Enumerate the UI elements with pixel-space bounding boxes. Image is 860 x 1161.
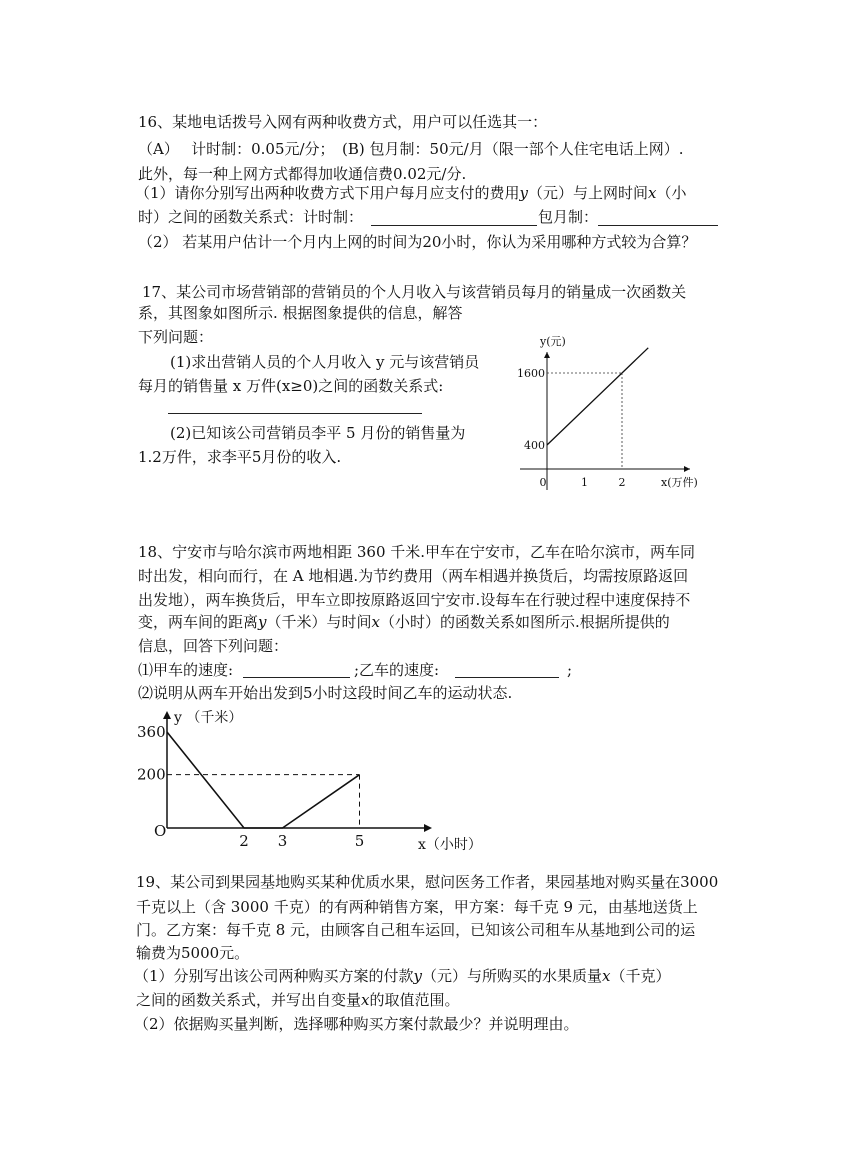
- c1-y-tick-label: 1600: [517, 367, 545, 380]
- c2-y-tick-label: 360: [137, 722, 166, 741]
- q18-line4a: 变，两车间的距离: [138, 613, 259, 631]
- q19-line5c: （千克）: [610, 967, 671, 985]
- q18-line5: 信息，回答下列问题：: [138, 637, 289, 655]
- var-x: x: [602, 967, 611, 985]
- c2-x-tick-label: 5: [354, 832, 365, 850]
- q19-line5: [134, 966, 671, 986]
- q19-line7: （2）依据购买量判断，选择哪种购买方案付款最少？并说明理由。: [134, 1015, 579, 1033]
- q16-title: 16、某地电话拨号入网有两种收费方式，用户可以任选其一：: [138, 113, 548, 131]
- var-y: y: [413, 967, 423, 985]
- c1-y-tick-label: 400: [524, 439, 545, 452]
- q19-line3: 门。乙方案：每千克 8 元，由顾客自己租车运回，已知该公司租车从基地到公司的运: [136, 921, 696, 939]
- q16-part1-e: 包月制：: [538, 208, 599, 226]
- q19-line1: 19、某公司到果园基地购买某种优质水果，慰问医务工作者，果园基地对购买量在3000: [136, 873, 719, 891]
- c2-y-tick-label: 200: [137, 765, 166, 784]
- var-x: x: [361, 991, 370, 1009]
- q17-line6: (2)已知该公司营销员李平 5 月份的销售量为: [170, 424, 466, 442]
- c2-x-axis-arrow: [424, 824, 432, 832]
- q17-line2: 系，其图象如图所示. 根据图象提供的信息，解答: [138, 304, 463, 322]
- c2-x-tick-label: 2: [239, 832, 249, 850]
- c2-origin-label: O: [154, 822, 167, 840]
- q18-line7: ⑵说明从两车开始出发到5小时这段时间乙车的运动状态.: [138, 684, 513, 702]
- c1-x-tick-label: 2: [618, 476, 626, 489]
- q16-extra: 此外，每一种上网方式都得加收通信费0.02元/分.: [138, 165, 467, 183]
- q18-line6a: ⑴甲车的速度:: [138, 661, 234, 679]
- q18-line1: 18、宁安市与哈尔滨市两地相距 360 千米.甲车在宁安市，乙车在哈尔滨市，两车同: [138, 543, 696, 561]
- c2-x-tick-label: 3: [277, 832, 288, 850]
- q18-line6c: ;: [567, 661, 573, 679]
- q17-line5: 每月的销售量 x 万件(x≥0)之间的函数关系式:: [138, 377, 444, 395]
- q18-line2: 时出发，相向而行，在 A 地相遇.为节约费用（两车相遇并换货后，均需按原路返回: [138, 567, 689, 585]
- q19-line4: 输费为5000元。: [136, 944, 250, 962]
- q19-line6: [136, 990, 460, 1010]
- c1-x-tick-label: 0: [539, 476, 547, 489]
- q17-line7: 1.2万件，求李平5月份的收入.: [138, 448, 342, 466]
- q16-options: （A） 计时制：0.05元/分； (B) 包月制：50元/月（限一部个人住宅电话上网）.: [138, 140, 684, 158]
- q17-line4: (1)求出营销人员的个人月收入 y 元与该营销员: [170, 353, 480, 371]
- c2-ticks: [137, 723, 364, 850]
- q18-line6b: ;乙车的速度:: [354, 661, 440, 679]
- q19-line6a: 之间的函数关系式，并写出自变量: [136, 991, 362, 1009]
- c2-distance-line: [167, 732, 360, 828]
- q17-line1: 17、某公司市场营销部的营销员的个人月收入与该营销员每月的销量成一次函数关: [142, 283, 687, 301]
- var-y: y: [258, 613, 267, 631]
- q17-line3: 下列问题：: [138, 328, 214, 346]
- q18-line4c: （小时）的函数关系如图所示.根据所提供的: [379, 613, 670, 631]
- q19-line2: 千克以上（含 3000 千克）的有两种销售方案，甲方案：每千克 9 元，由基地送货上: [136, 898, 698, 916]
- c2-y-axis-label: y （千米）: [174, 710, 243, 726]
- c2-x-axis-label: x（小时）: [418, 837, 482, 853]
- var-x: x: [371, 613, 380, 631]
- q19-line5a: （1）分别写出该公司两种购买方案的付款: [134, 967, 414, 985]
- q18-line3: 出发地），两车换货后，甲车立即按原路返回宁安市.设每车在行驶过程中速度保持不: [138, 591, 691, 609]
- q16-part1-a: （1）请你分别写出两种收费方式下用户每月应支付的费用: [135, 184, 520, 202]
- q18-line4b: （千米）与时间: [266, 613, 372, 631]
- c2-axes: [163, 711, 432, 832]
- q19-line6b: 的取值范围。: [369, 991, 460, 1009]
- var-x: x: [648, 184, 657, 202]
- q16-part1-d: 时）之间的函数关系式：计时制：: [138, 208, 364, 226]
- q16-part1-c: （小: [656, 184, 687, 202]
- q16-part2: （2） 若某用户估计一个月内上网的时间为20小时，你认为采用哪种方式较为合算？: [138, 233, 697, 251]
- q16-part1-b: （元）与上网时间: [528, 184, 649, 202]
- c1-x-tick-label: 1: [581, 476, 588, 489]
- q19-line5b: （元）与所购买的水果质量: [422, 967, 603, 985]
- c2-y-axis-arrow: [163, 711, 171, 719]
- c2-series: [167, 732, 360, 828]
- c1-x-axis-label: x(万件): [661, 476, 698, 489]
- c1-y-axis-label: y(元): [540, 335, 566, 348]
- var-y: y: [519, 184, 529, 202]
